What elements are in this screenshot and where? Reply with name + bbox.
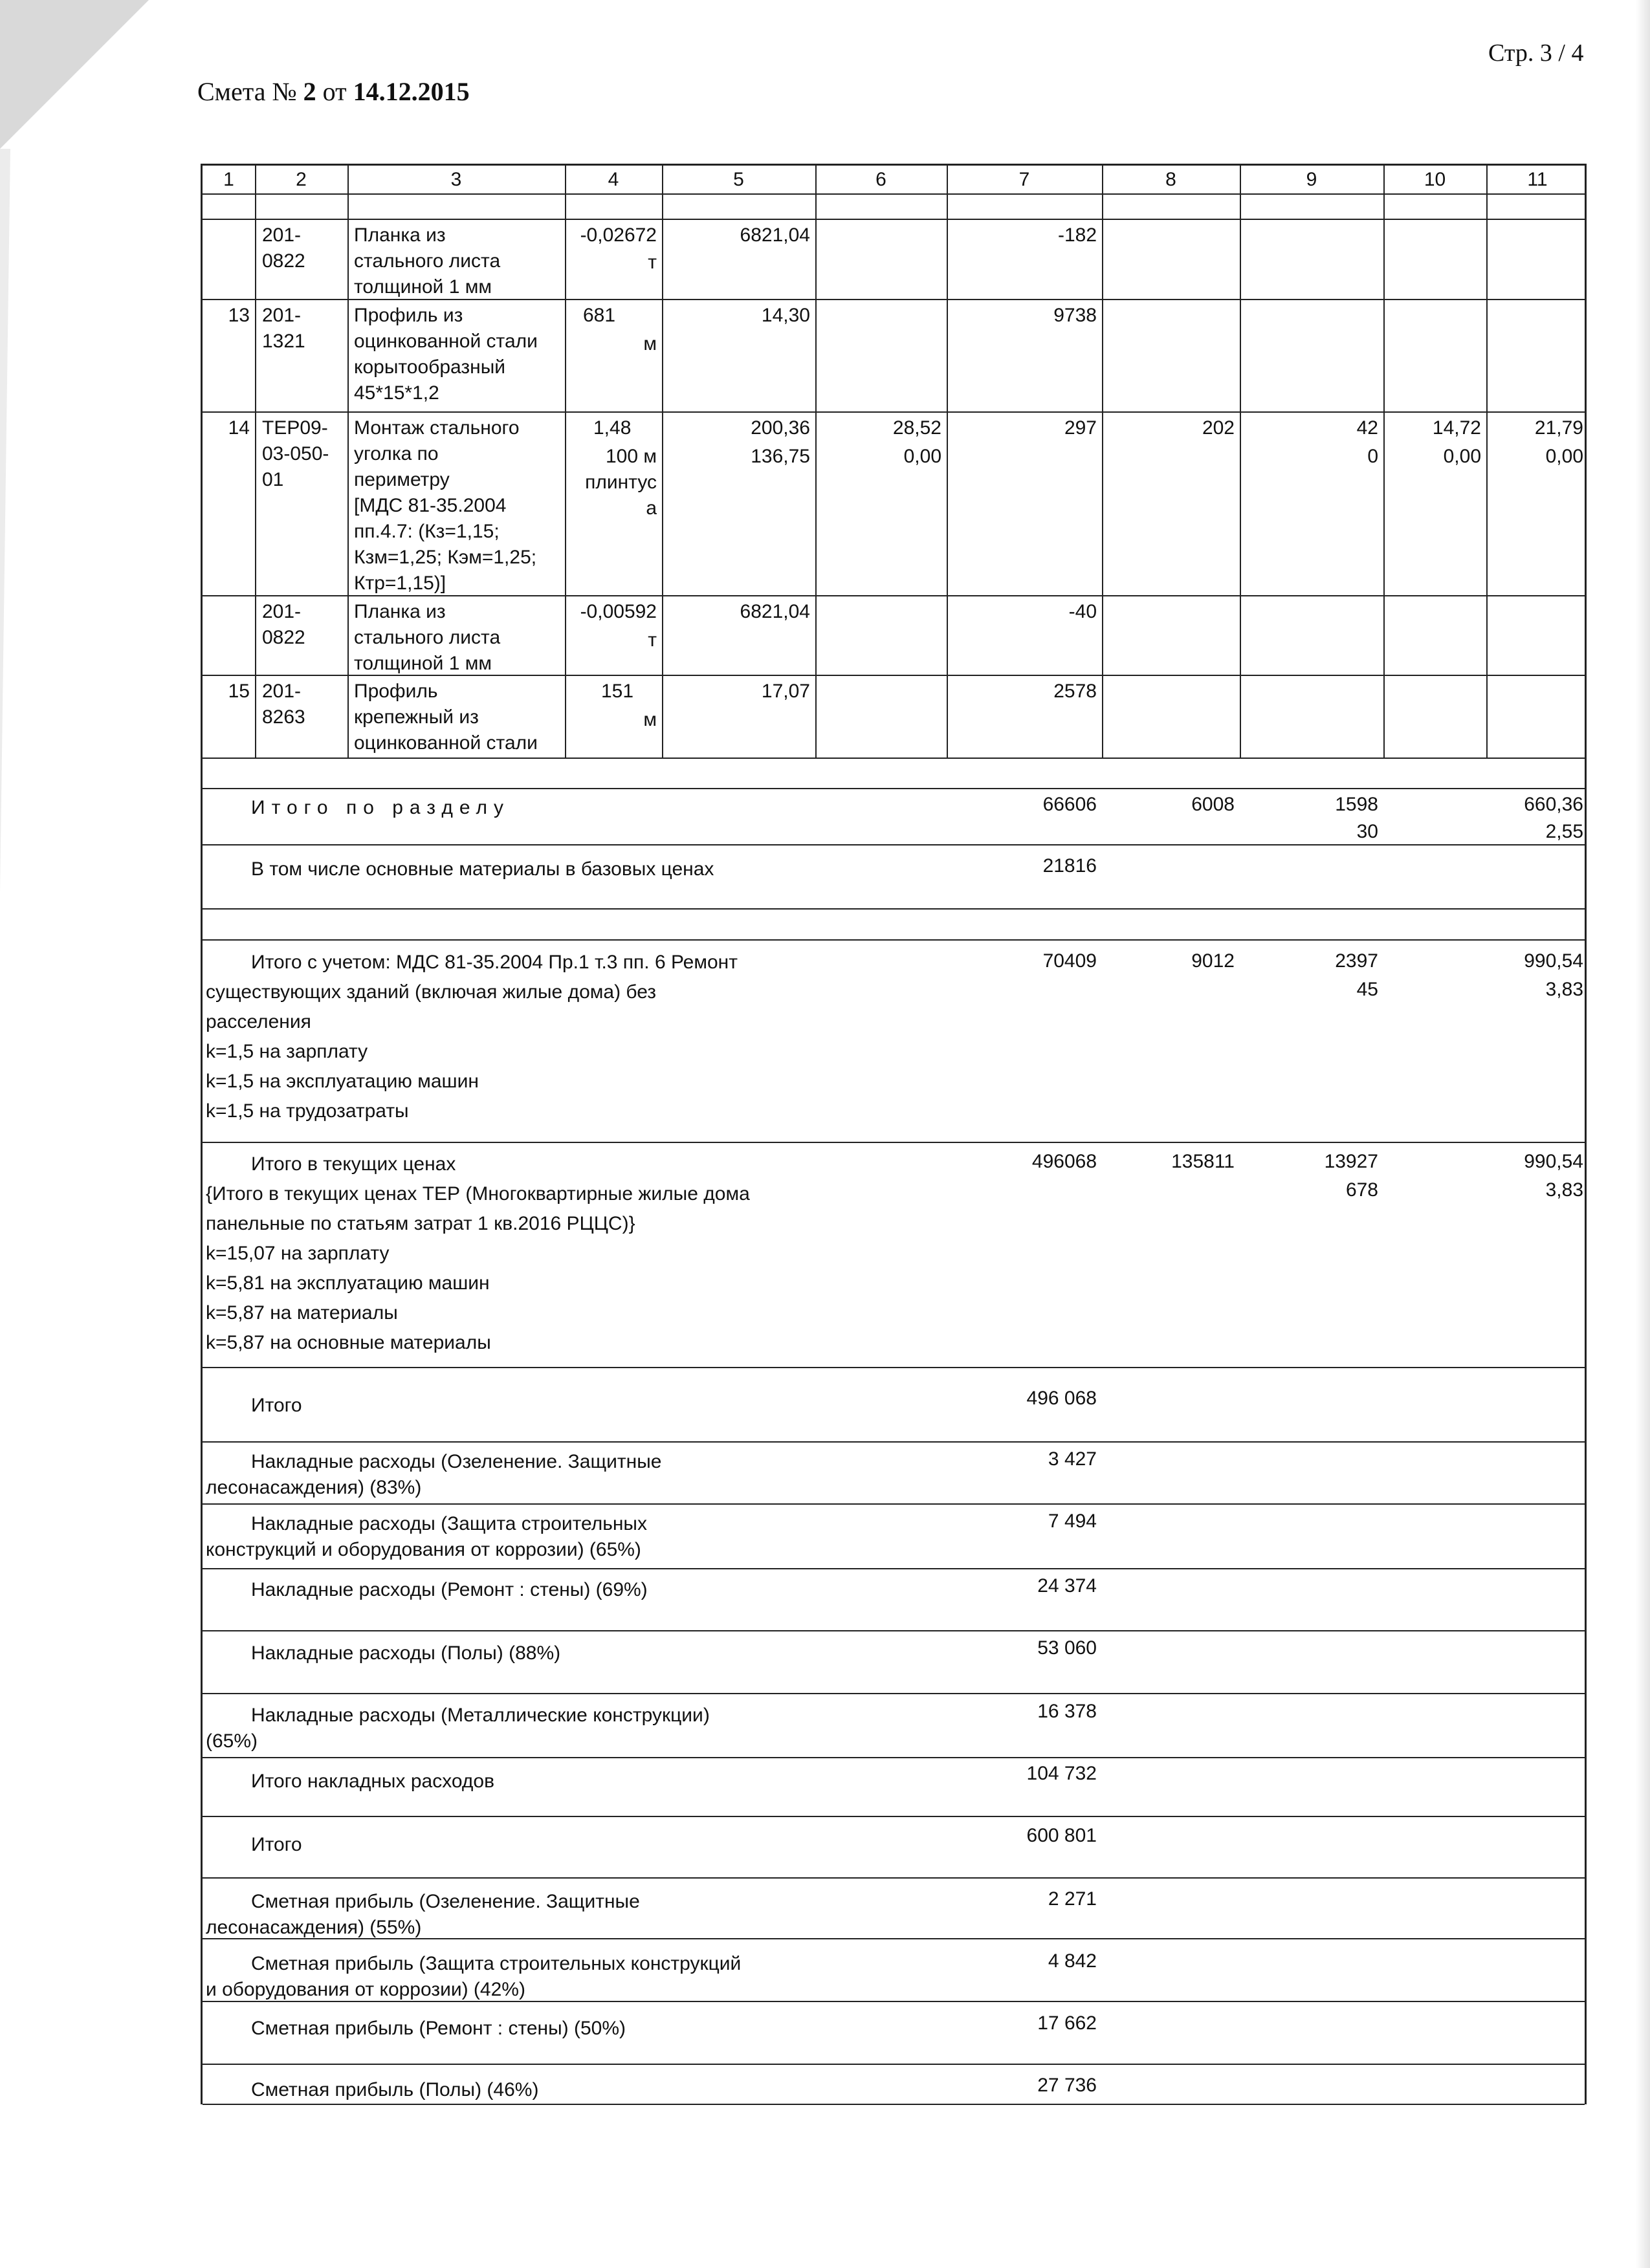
summary-label-cont: (65%) [206,1730,258,1752]
summary-label: Накладные расходы (Озеленение. Защитные [251,1451,662,1472]
row-unit: м [643,333,657,354]
summary-label-cont: лесонасаждения) (83%) [206,1477,422,1498]
base-materials-value: 21816 [1042,855,1097,877]
row-qty: 1,48 [593,417,632,439]
summary-label: Накладные расходы (Полы) (88%) [251,1642,561,1664]
summary-label: Сметная прибыль (Полы) (46%) [251,2079,539,2100]
column-divider [255,166,256,758]
column-divider [947,166,948,758]
row-total: 9738 [1053,305,1097,326]
total-current-c8: 135811 [1171,1151,1235,1172]
total-current-coef: k=5,87 на материалы [206,1302,398,1324]
summary-value: 53 060 [1037,1637,1097,1659]
row-num: 15 [228,681,250,702]
total-current-line: панельные по статьям затрат 1 кв.2016 РЦЦС)} [206,1213,635,1234]
summary-label-cont: лесонасаждения) (55%) [206,1917,422,1938]
rule [203,1630,1585,1631]
document-title: Смета № 2 от 14.12.2015 [197,77,470,106]
row-qty: 151 [601,681,634,702]
section-total-c9: 1598 [1335,794,1378,815]
column-header: 8 [1165,169,1176,190]
total-mds-c8: 9012 [1191,950,1235,972]
row-num: 14 [228,417,250,439]
column-header: 2 [296,169,307,190]
column-header: 1 [223,169,234,190]
row-total: -182 [1057,224,1097,246]
row-c11-sub: 0,00 [1545,446,1583,467]
row-price: 17,07 [761,681,810,702]
row-code: ТЕР09- 03-050- 01 [262,417,329,490]
column-header: 6 [875,169,886,190]
rule [203,219,1585,220]
total-current-c9-sub: 678 [1345,1179,1378,1201]
rule [203,1568,1585,1569]
total-mds-line: Итого с учетом: МДС 81-35.2004 Пр.1 т.3 пп. 6 Ремонт [251,952,738,973]
rule [203,1757,1585,1758]
row-total: 2578 [1053,681,1097,702]
base-materials-label: В том числе основные материалы в базовых ценах [251,858,714,880]
rule [203,2104,1585,2105]
summary-value: 7 494 [1048,1510,1097,1532]
row-c9-sub: 0 [1367,446,1378,467]
row-c10-sub: 0,00 [1443,446,1481,467]
column-header: 4 [608,169,619,190]
row-qty: -0,02672 [580,224,657,246]
summary-value: 2 271 [1048,1888,1097,1910]
rule [203,193,1585,195]
rule [203,1693,1585,1694]
total-mds-c7: 70409 [1042,950,1097,972]
rule [203,1142,1585,1143]
total-mds-coef: k=1,5 на зарплату [206,1041,368,1062]
total-current-line: {Итого в текущих ценах ТЕР (Многоквартирные жилые дома [206,1183,750,1205]
row-name: Профиль крепежный из оцинкованной стали [354,681,538,754]
column-header: 5 [733,169,744,190]
rule [203,2064,1585,2065]
row-code: 201- 0822 [262,601,305,648]
page-right-edge [1636,0,1650,2268]
summary-label: Итого накладных расходов [251,1771,495,1792]
row-name: Планка из стального листа толщиной 1 мм [354,224,501,298]
total-current-c11: 990,54 [1524,1151,1583,1172]
row-price-sub: 136,75 [751,446,810,467]
row-c6-sub: 0,00 [903,446,941,467]
summary-value: 4 842 [1048,1950,1097,1972]
total-mds-coef: k=1,5 на трудозатраты [206,1100,409,1122]
total-current-c9: 13927 [1324,1151,1378,1172]
row-qty: 681 [583,305,616,326]
rule [203,939,1585,941]
column-header: 10 [1424,169,1446,190]
summary-label: Накладные расходы (Защита строительных [251,1513,647,1534]
total-current-c7: 496068 [1031,1151,1097,1172]
row-qty: -0,00592 [580,601,657,622]
row-name: Профиль из оцинкованной стали корытообразный 45*15*1,2 [354,305,538,404]
summary-label: Сметная прибыль (Озеленение. Защитные [251,1891,640,1912]
summary-value: 104 732 [1026,1763,1097,1784]
rule [203,411,1585,413]
row-total: 297 [1064,417,1097,439]
total-current-coef: k=5,81 на эксплуатацию машин [206,1272,490,1294]
column-divider [1102,166,1103,758]
row-total: -40 [1068,601,1097,622]
column-divider [347,166,349,758]
row-code: 201- 8263 [262,681,305,728]
row-price: 14,30 [761,305,810,326]
row-code: 201- 0822 [262,224,305,272]
row-name: Планка из стального листа толщиной 1 мм [354,601,501,674]
section-total-c7: 66606 [1042,794,1097,815]
rule [203,1441,1585,1443]
total-current-coef: k=15,07 на зарплату [206,1243,390,1264]
rule [203,1503,1585,1505]
total-current-coef: k=5,87 на основные материалы [206,1332,491,1353]
column-header: 11 [1527,169,1548,190]
row-c9: 42 [1356,417,1378,439]
summary-label-cont: и оборудования от коррозии) (42%) [206,1979,525,2000]
summary-value: 27 736 [1037,2075,1097,2096]
summary-value: 16 378 [1037,1701,1097,1722]
rule [203,758,1585,759]
total-mds-line: существующих зданий (включая жилые дома) без [206,981,657,1003]
summary-value: 496 068 [1026,1388,1097,1409]
summary-value: 17 662 [1037,2012,1097,2034]
row-price: 200,36 [751,417,810,439]
total-mds-c9: 2397 [1335,950,1378,972]
section-total-c9-sub: 30 [1356,821,1378,842]
row-c10: 14,72 [1432,417,1481,439]
section-total-label: Итого по разделу [251,797,511,818]
rule [203,908,1585,910]
summary-value: 3 427 [1048,1448,1097,1470]
summary-label: Сметная прибыль (Защита строительных конструкций [251,1953,742,1974]
total-mds-c11-sub: 3,83 [1545,979,1583,1000]
total-mds-line: расселения [206,1011,311,1032]
rule [203,788,1585,789]
summary-label: Итого [251,1834,302,1855]
estimate-table [201,164,1587,2104]
total-mds-c11: 990,54 [1524,950,1583,972]
page-number: Стр. 3 / 4 [1488,39,1584,67]
section-total-c11-sub: 2,55 [1545,821,1583,842]
summary-label: Накладные расходы (Ремонт : стены) (69%) [251,1579,648,1600]
row-c11: 21,79 [1534,417,1583,439]
row-name: Монтаж стального уголка по периметру [МДС 81-35.2004 пп.4.7: (Кз=1,15; Кзм=1,25; Кэм=1,25; Ктр=1,15)] [354,417,537,594]
column-header: 7 [1018,169,1030,190]
row-code: 201- 1321 [262,305,305,352]
section-total-c8: 6008 [1191,794,1235,815]
page-fold-shadow [0,0,149,149]
summary-value: 600 801 [1026,1825,1097,1846]
row-unit: 100 м плинтус а [585,446,657,519]
row-c8: 202 [1202,417,1235,439]
rule [203,1877,1585,1879]
summary-label: Итого [251,1395,302,1416]
rule [203,1367,1585,1368]
summary-label-cont: конструкций и оборудования от коррозии) (65%) [206,1539,641,1560]
row-price: 6821,04 [740,601,810,622]
summary-value: 24 374 [1037,1575,1097,1597]
total-current-c11-sub: 3,83 [1545,1179,1583,1201]
total-mds-coef: k=1,5 на эксплуатацию машин [206,1071,479,1092]
row-c6: 28,52 [892,417,941,439]
section-total-c11: 660,36 [1524,794,1583,815]
row-unit: т [648,252,657,273]
summary-label: Сметная прибыль (Ремонт : стены) (50%) [251,2018,626,2039]
total-current-line: Итого в текущих ценах [251,1153,456,1175]
total-mds-c9-sub: 45 [1356,979,1378,1000]
row-unit: м [643,709,657,730]
page-edge-shadow [0,149,10,893]
row-num: 13 [228,305,250,326]
summary-label: Накладные расходы (Металлические конструкции) [251,1705,710,1726]
rule [203,1816,1585,1817]
column-header: 3 [450,169,462,190]
row-price: 6821,04 [740,224,810,246]
column-header: 9 [1306,169,1317,190]
row-unit: т [648,629,657,651]
